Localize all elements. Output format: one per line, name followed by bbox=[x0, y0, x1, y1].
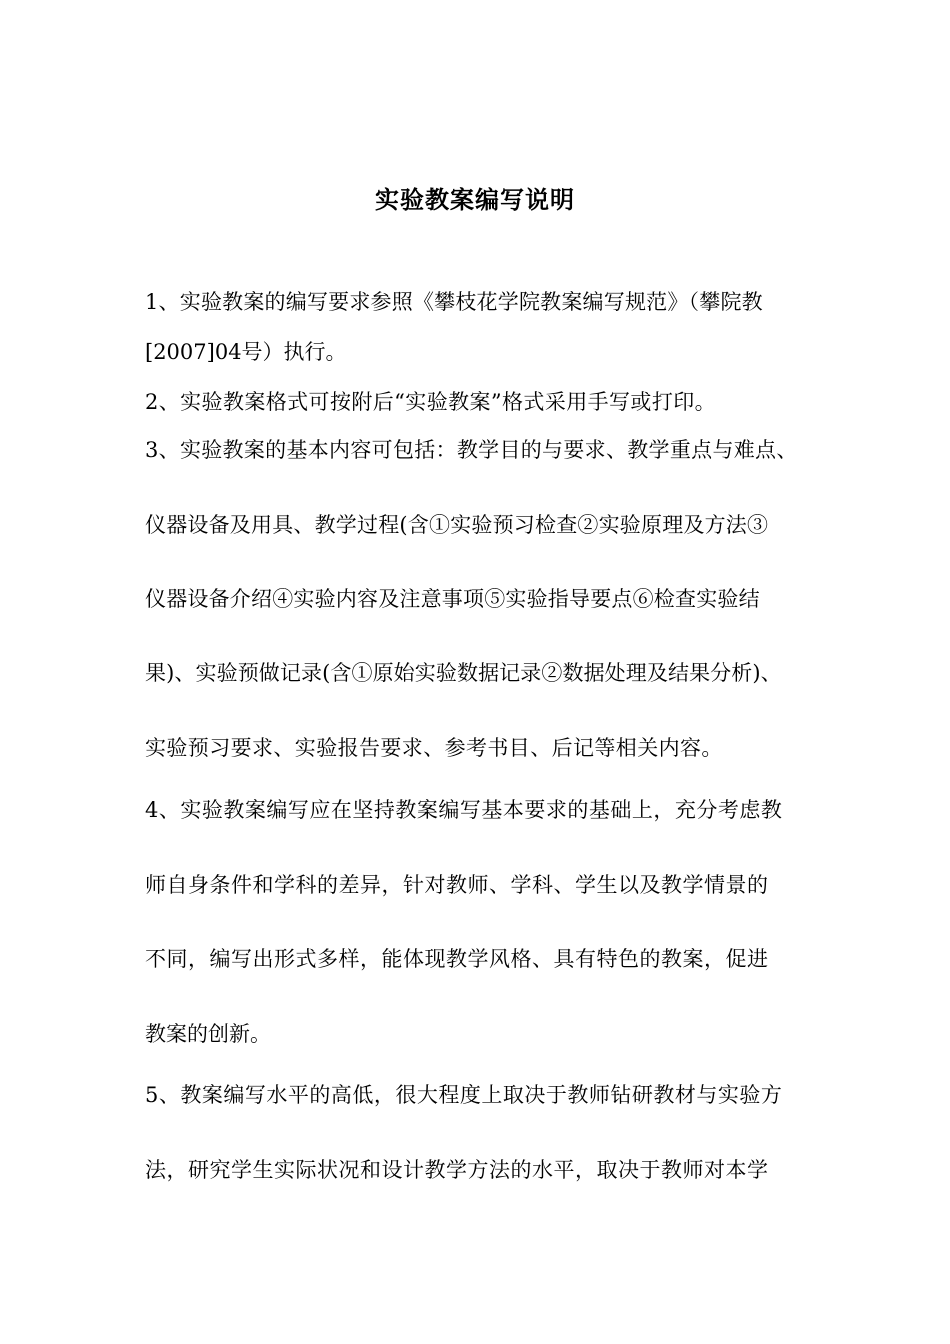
paragraph-line: 4、实验教案编写应在坚持教案编写基本要求的基础上，充分考虑教 bbox=[145, 798, 783, 822]
paragraph-line: 1、实验教案的编写要求参照《攀枝花学院教案编写规范》（攀院教 bbox=[145, 290, 763, 314]
paragraph-line: 不同，编写出形式多样，能体现教学风格、具有特色的教案，促进 bbox=[145, 947, 769, 971]
paragraph-line: 仪器设备及用具、教学过程(含①实验预习检查②实验原理及方法③ bbox=[145, 513, 769, 537]
paragraph-line: 实验预习要求、实验报告要求、参考书目、后记等相关内容。 bbox=[145, 736, 723, 760]
paragraph-line: 3、实验教案的基本内容可包括：教学目的与要求、教学重点与难点、 bbox=[145, 438, 798, 462]
paragraph-line: 仪器设备介绍④实验内容及注意事项⑤实验指导要点⑥检查实验结 bbox=[145, 587, 760, 611]
paragraph-line: 果)、实验预做记录(含①原始实验数据记录②数据处理及结果分析)、 bbox=[145, 661, 782, 685]
paragraph-line: 5、教案编写水平的高低，很大程度上取决于教师钻研教材与实验方 bbox=[145, 1083, 783, 1107]
paragraph-line: 师自身条件和学科的差异，针对教师、学科、学生以及教学情景的 bbox=[145, 873, 769, 897]
paragraph-line: 法，研究学生实际状况和设计教学方法的水平，取决于教师对本学 bbox=[145, 1158, 769, 1182]
paragraph-line: 2、实验教案格式可按附后“实验教案”格式采用手写或打印。 bbox=[145, 390, 717, 414]
document-title: 实验教案编写说明 bbox=[375, 186, 575, 214]
paragraph-line: [2007]04号）执行。 bbox=[145, 340, 347, 364]
paragraph-line: 教案的创新。 bbox=[145, 1022, 271, 1046]
